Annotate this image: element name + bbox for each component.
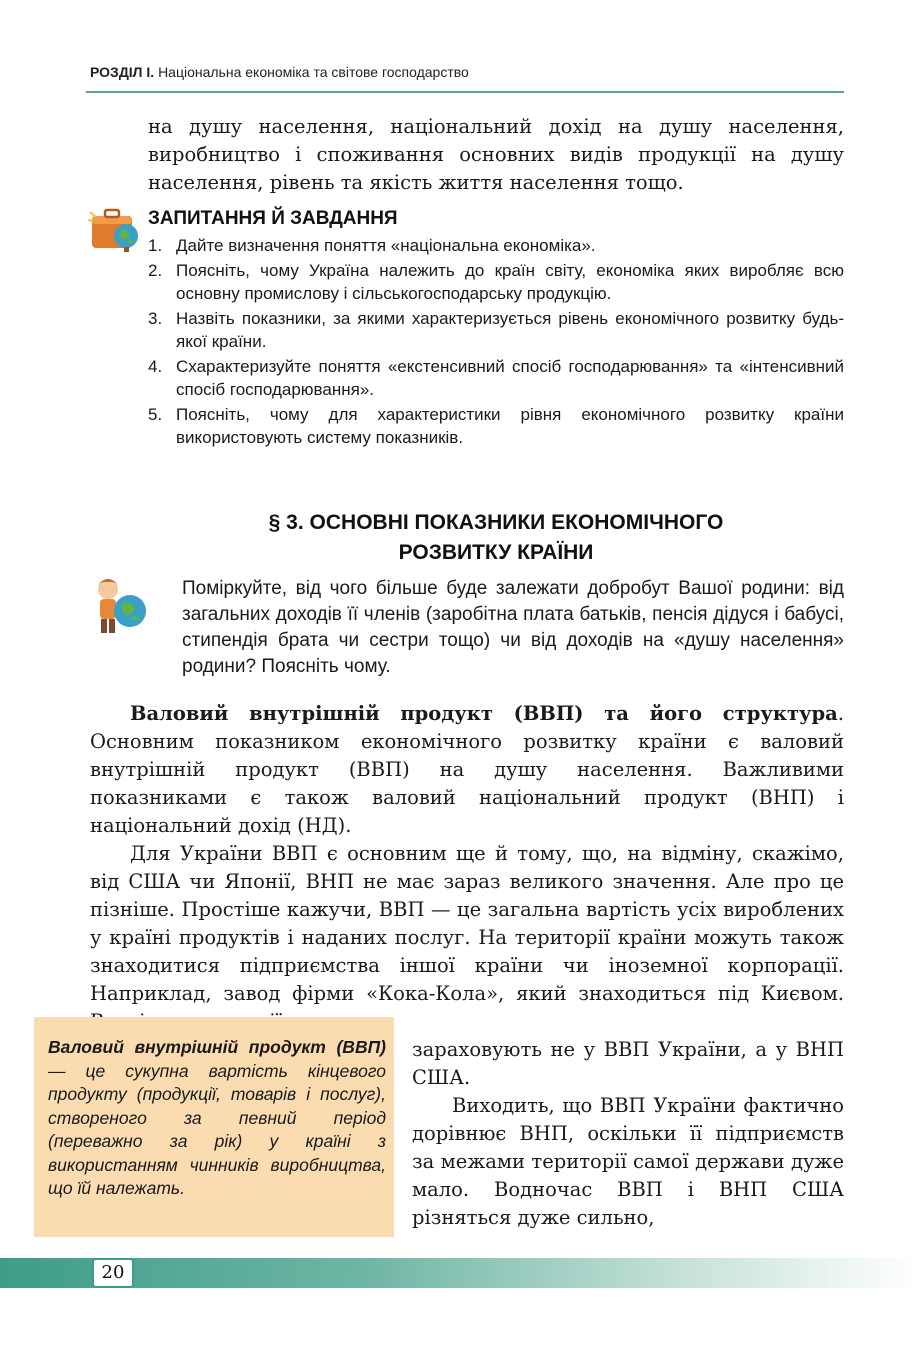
paragraph-heading: Валовий внутрішній продукт (ВВП) та його структура — [130, 702, 838, 725]
paragraph-text: . Основним показником економічного розвитку країни є валовий внутрішній продукт (ВВП) на душу населення. Важливими показниками є також валовий національний продукт (ВНП) і національний дохід (НД). — [90, 702, 844, 837]
questions-title: ЗАПИТАННЯ Й ЗАВДАННЯ — [148, 208, 398, 229]
list-item-number: 3. — [148, 308, 163, 328]
child-globe-icon — [88, 575, 150, 637]
list-item — [148, 355, 844, 402]
paragraph: зараховують не у ВВП України, а у ВНП США. — [412, 1038, 844, 1089]
definition-text: — це сукупна вартість кінцевого продукту (продукції, товарів і послуг), створеного за певний період (переважно за рік) у країні з використанням чинників виробництва, що їй належать. — [48, 1060, 386, 1198]
intro-paragraph: на душу населення, національний дохід на душу населення, виробництво і споживання основних видів продукції на душу населення, рівень та якість життя населення тощо. — [148, 115, 844, 194]
paragraph: Для України ВВП є основним ще й тому, що, на відміну, скажімо, від США чи Японії, ВНП не має зараз великого значення. Але про це пізніше. Простіше кажучи, ВВП — це загальна вартість усіх вироблених у країні продуктів і наданих послуг. На території країни можуть також знаходитися підприємства іншої країни чи іноземної корпорації. Наприклад, завод фірми «Кока-Кола», який знаходиться під Києвом. — [90, 842, 844, 1005]
paragraph — [90, 700, 844, 840]
footer-band — [0, 1258, 918, 1288]
list-item-number: 5. — [148, 404, 163, 424]
list-item-number: 4. — [148, 356, 163, 376]
definition-term: Валовий внутрішній продукт (ВВП) — [48, 1037, 386, 1057]
list-item — [148, 403, 844, 450]
list-item — [148, 234, 844, 258]
list-item-number: 1. — [148, 236, 163, 255]
section-title — [148, 508, 844, 568]
definition-box — [34, 1017, 394, 1237]
briefcase-globe-icon — [88, 202, 146, 254]
list-item-text: Поясніть, чому Україна належить до країн світу, економіка яких виробляє всю основну промислову і сільськогосподарську продукцію. — [176, 260, 844, 303]
list-item-text: Поясніть, чому для характеристики рівня економічного розвитку країни використовують систему показників. — [176, 404, 844, 447]
list-item — [148, 307, 844, 354]
section-title-line-1: § 3. ОСНОВНІ ПОКАЗНИКИ ЕКОНОМІЧНОГО — [268, 511, 724, 534]
paragraph: Виходить, що ВВП України фактично дорівнює ВНП, оскільки її підприємств за межами території самої держави дуже мало. Водночас ВВП і ВНП США різняться дуже сильно, — [412, 1094, 844, 1229]
header-divider — [86, 91, 844, 93]
running-header — [90, 64, 842, 80]
list-item-number: 2. — [148, 260, 163, 280]
page-number: 20 — [92, 1258, 134, 1288]
main-text-continued — [412, 1036, 844, 1232]
list-item-text: Дайте визначення поняття «національна економіка». — [176, 236, 596, 255]
list-item-text: Назвіть показники, за якими характеризується рівень економічного розвитку будь-якої країни. — [176, 308, 844, 351]
list-item-text: Схарактеризуйте поняття «екстенсивний спосіб господарювання» та «інтенсивний спосіб господарювання». — [176, 356, 844, 399]
list-item — [148, 259, 844, 306]
questions-list — [148, 234, 844, 451]
header-section-label: РОЗДІЛ І. — [90, 64, 155, 80]
main-text — [90, 700, 844, 1036]
think-prompt: Поміркуйте, від чого більше буде залежати добробут Вашої родини: від загальних доходів її членів (заробітна плата батьків, пенсія дідуся і бабусі, стипендія брата чи сестри тощо) чи від доходів на «душу населення» родини? Поясніть чому. — [182, 578, 844, 677]
header-section-title: Національна економіка та світове господарство — [158, 64, 469, 80]
section-title-line-2: РОЗВИТКУ КРАЇНИ — [398, 541, 594, 564]
